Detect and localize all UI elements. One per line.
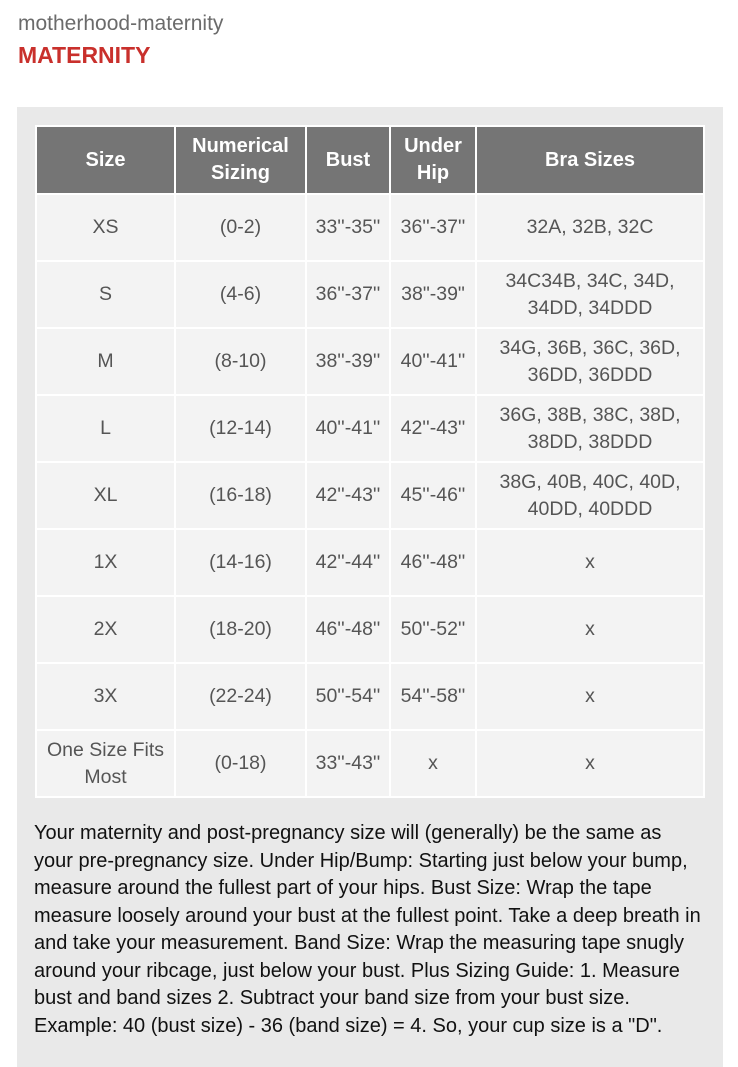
column-header-numerical-sizing: Numerical Sizing <box>175 126 306 194</box>
column-header-under-hip: Under Hip <box>390 126 476 194</box>
cell-size: 1X <box>36 529 175 596</box>
cell-bust: 33''-35'' <box>306 194 390 261</box>
cell-bust: 42''-43'' <box>306 462 390 529</box>
cell-bust: 33''-43'' <box>306 730 390 797</box>
cell-under-hip: 54''-58'' <box>390 663 476 730</box>
table-header-row <box>36 126 704 194</box>
cell-under-hip: 36''-37'' <box>390 194 476 261</box>
cell-numerical-sizing: (22-24) <box>175 663 306 730</box>
cell-bra-sizes: 36G, 38B, 38C, 38D, 38DD, 38DDD <box>476 395 704 462</box>
cell-size: XS <box>36 194 175 261</box>
cell-numerical-sizing: (16-18) <box>175 462 306 529</box>
cell-under-hip: x <box>390 730 476 797</box>
measurement-guide-text: Your maternity and post-pregnancy size will (generally) be the same as your pre-pregnancy size. Under Hip/Bump: Starting just below your bump, measure around the fullest part of your hips. Bust Size: Wrap the tape measure loosely around your bust at the fullest point. Take a deep breath in and take your measurement. Band Size: Wrap the measuring tape snugly around your ribcage, just below your bust. Plus Sizing Guide: 1. Measure bust and band sizes 2. Subtract your band size from your bust size. Example: 40 (bust size) - 36 (band size) = 4. So, your cup size is a "D". <box>34 822 701 1037</box>
cell-bust: 38''-39'' <box>306 328 390 395</box>
cell-bust: 36''-37'' <box>306 261 390 328</box>
cell-size: XL <box>36 462 175 529</box>
cell-size: 2X <box>36 596 175 663</box>
cell-under-hip: 38"-39" <box>390 261 476 328</box>
page-title: MATERNITY <box>18 42 151 68</box>
size-chart-panel <box>17 107 723 1067</box>
cell-under-hip: 46''-48'' <box>390 529 476 596</box>
table-row <box>36 663 704 730</box>
cell-size: One Size Fits Most <box>36 730 175 797</box>
cell-numerical-sizing: (14-16) <box>175 529 306 596</box>
table-row <box>36 596 704 663</box>
table-row <box>36 730 704 797</box>
cell-bra-sizes: 32A, 32B, 32C <box>476 194 704 261</box>
cell-bust: 50''-54'' <box>306 663 390 730</box>
cell-numerical-sizing: (0-2) <box>175 194 306 261</box>
cell-numerical-sizing: (0-18) <box>175 730 306 797</box>
brand-name: motherhood-maternity <box>18 12 224 35</box>
cell-bra-sizes: 34G, 36B, 36C, 36D, 36DD, 36DDD <box>476 328 704 395</box>
table-row <box>36 194 704 261</box>
cell-bust: 46''-48'' <box>306 596 390 663</box>
cell-under-hip: 45''-46'' <box>390 462 476 529</box>
table-row <box>36 395 704 462</box>
cell-size: L <box>36 395 175 462</box>
cell-under-hip: 40''-41'' <box>390 328 476 395</box>
cell-bra-sizes: 34C34B, 34C, 34D, 34DD, 34DDD <box>476 261 704 328</box>
table-row <box>36 261 704 328</box>
cell-numerical-sizing: (12-14) <box>175 395 306 462</box>
cell-numerical-sizing: (8-10) <box>175 328 306 395</box>
cell-bra-sizes: x <box>476 596 704 663</box>
column-header-size: Size <box>36 126 175 194</box>
cell-bust: 42''-44'' <box>306 529 390 596</box>
cell-size: S <box>36 261 175 328</box>
column-header-bra-sizes: Bra Sizes <box>476 126 704 194</box>
cell-numerical-sizing: (4-6) <box>175 261 306 328</box>
cell-bra-sizes: 38G, 40B, 40C, 40D, 40DD, 40DDD <box>476 462 704 529</box>
cell-under-hip: 50''-52'' <box>390 596 476 663</box>
cell-size: 3X <box>36 663 175 730</box>
cell-bra-sizes: x <box>476 663 704 730</box>
cell-size: M <box>36 328 175 395</box>
table-row <box>36 529 704 596</box>
cell-bust: 40''-41'' <box>306 395 390 462</box>
table-row <box>36 462 704 529</box>
size-chart-table <box>35 125 705 798</box>
cell-under-hip: 42''-43'' <box>390 395 476 462</box>
table-row <box>36 328 704 395</box>
column-header-bust: Bust <box>306 126 390 194</box>
cell-bra-sizes: x <box>476 730 704 797</box>
cell-bra-sizes: x <box>476 529 704 596</box>
cell-numerical-sizing: (18-20) <box>175 596 306 663</box>
